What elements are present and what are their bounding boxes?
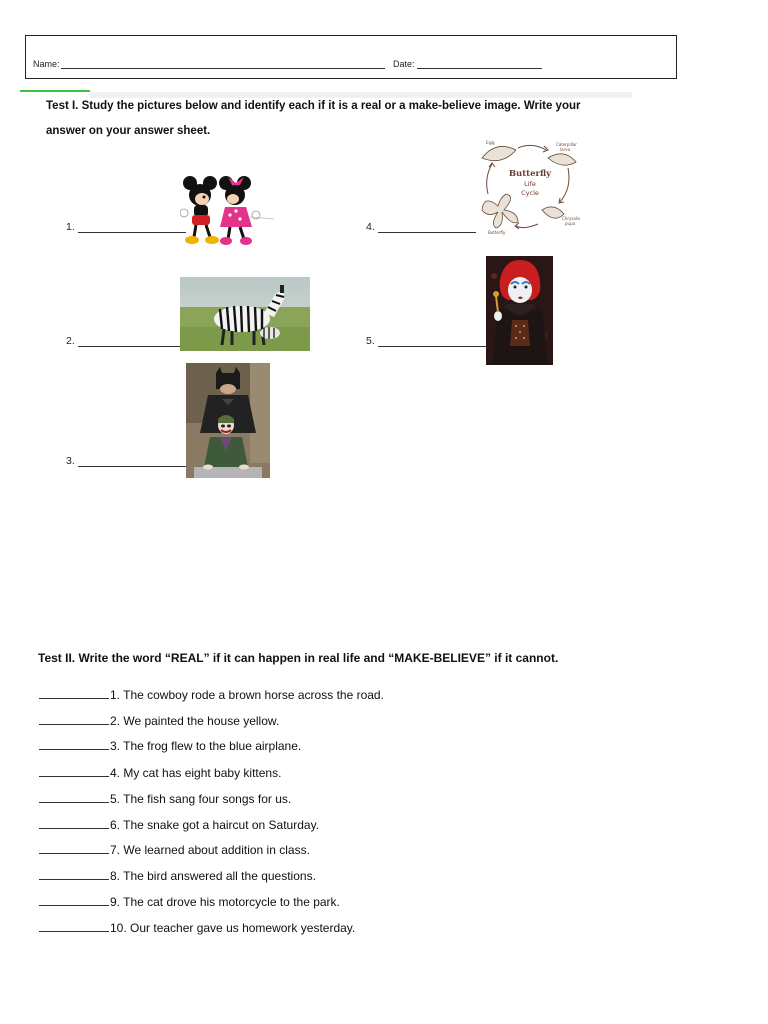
stage-egg-label: Egg xyxy=(486,141,495,146)
test2-item-text-2: 2. We painted the house yellow. xyxy=(110,714,280,728)
butterfly-diagram-subtitle-1: Life xyxy=(524,180,536,188)
test2-item-8 xyxy=(39,869,316,883)
test2-item-text-1: 1. The cowboy rode a brown horse across the road. xyxy=(110,688,384,702)
item-number-3: 3. xyxy=(66,455,75,467)
test2-item-5 xyxy=(39,792,291,806)
test2-item-text-3: 3. The frog flew to the blue airplane. xyxy=(110,739,302,753)
date-field[interactable] xyxy=(417,68,542,69)
test2-item-text-6: 6. The snake got a haircut on Saturday. xyxy=(110,818,320,832)
item-number-4: 4. xyxy=(366,221,375,233)
test2-item-2 xyxy=(39,714,279,728)
butterfly-diagram-title: Butterfly xyxy=(508,169,552,179)
stage-butterfly-label: Butterfly xyxy=(488,230,506,235)
test2-answer-line-8[interactable] xyxy=(39,869,109,880)
butterfly-diagram-subtitle-2: Cycle xyxy=(521,189,539,197)
stage-caterpillar-label-2: larva xyxy=(560,147,571,152)
test2-answer-line-10[interactable] xyxy=(39,921,109,932)
stage-chrysalis-label-2: pupa xyxy=(565,221,576,226)
stage-caterpillar-label-1: Caterpillar xyxy=(556,142,577,147)
test2-answer-line-1[interactable] xyxy=(39,688,109,699)
divider-strip xyxy=(90,92,632,98)
test2-item-text-5: 5. The fish sang four songs for us. xyxy=(110,792,292,806)
test2-answer-line-3[interactable] xyxy=(39,739,109,750)
date-label: Date: xyxy=(393,59,415,69)
name-label: Name: xyxy=(33,59,60,69)
test1-instructions-line2: answer on your answer sheet. xyxy=(46,125,211,137)
test2-item-text-9: 9. The cat drove his motorcycle to the park. xyxy=(110,895,340,909)
test2-item-1 xyxy=(39,688,384,702)
test2-item-4 xyxy=(39,766,281,780)
accent-line xyxy=(20,90,90,92)
answer-line-1[interactable] xyxy=(78,232,186,233)
test2-item-6 xyxy=(39,818,319,832)
test2-answer-line-7[interactable] xyxy=(39,843,109,854)
answer-line-5[interactable] xyxy=(378,346,486,347)
test2-item-text-7: 7. We learned about addition in class. xyxy=(110,843,310,857)
mickey-minnie-image xyxy=(180,175,276,247)
test2-item-7 xyxy=(39,843,310,857)
test2-item-text-4: 4. My cat has eight baby kittens. xyxy=(110,766,282,780)
test2-item-text-8: 8. The bird answered all the questions. xyxy=(110,869,316,883)
test2-answer-line-2[interactable] xyxy=(39,714,109,725)
name-field[interactable] xyxy=(61,68,385,69)
butterfly-life-cycle-image xyxy=(476,136,584,236)
test1-instructions-line1: Test I. Study the pictures below and identify each if it is a real or a make-believe image. Write your xyxy=(46,100,581,112)
test2-instructions: Test II. Write the word “REAL” if it can happen in real life and “MAKE-BELIEVE” if it cannot. xyxy=(38,651,559,665)
batman-joker-image xyxy=(186,363,270,478)
test2-item-text-10: 10. Our teacher gave us homework yesterday. xyxy=(110,921,356,935)
answer-line-2[interactable] xyxy=(78,346,180,347)
item-number-5: 5. xyxy=(366,335,375,347)
item-number-2: 2. xyxy=(66,335,75,347)
test2-item-9 xyxy=(39,895,340,909)
test2-item-10 xyxy=(39,921,355,935)
item-number-1: 1. xyxy=(66,221,75,233)
test2-answer-line-4[interactable] xyxy=(39,766,109,777)
answer-line-4[interactable] xyxy=(378,232,482,233)
test2-answer-line-6[interactable] xyxy=(39,818,109,829)
test2-item-3 xyxy=(39,739,301,753)
zebra-image xyxy=(180,277,310,351)
test2-answer-line-9[interactable] xyxy=(39,895,109,906)
test2-answer-line-5[interactable] xyxy=(39,792,109,803)
name-date-header xyxy=(25,35,677,79)
answer-line-3[interactable] xyxy=(78,466,186,467)
red-queen-image xyxy=(486,256,553,365)
stage-chrysalis-label-1: Chrysalis xyxy=(562,216,581,221)
